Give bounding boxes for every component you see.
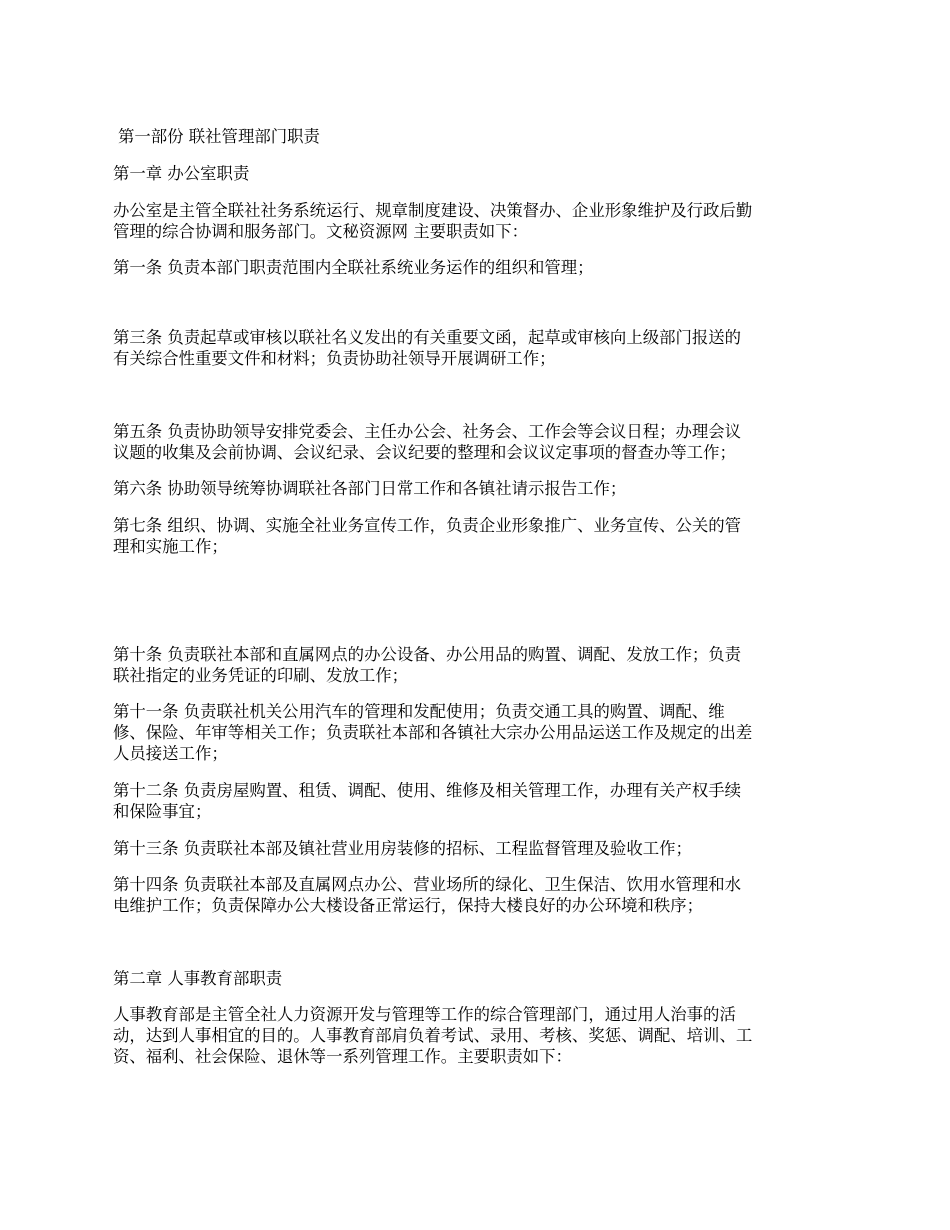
article-line: 和保险事宜； <box>113 802 212 821</box>
paragraph-line: 资、福利、社会保险、退休等一系列管理工作。主要职责如下： <box>113 1047 572 1066</box>
article-line: 修、保险、年审等相关工作；负责联社本部和各镇社大宗办公用品运送工作及规定的出差 <box>113 723 753 742</box>
article-line: 第七条 组织、协调、实施全社业务宣传工作，负责企业形象推广、业务宣传、公关的管 <box>113 516 742 535</box>
article-line: 联社指定的业务凭证的印刷、发放工作； <box>113 666 409 685</box>
article-line: 第十条 负责联社本部和直属网点的办公设备、办公用品的购置、调配、发放工作；负责 <box>113 645 742 664</box>
paragraph-line: 管理的综合协调和服务部门。文秘资源网 主要职责如下： <box>113 222 528 241</box>
article-line: 有关综合性重要文件和材料；负责协助社领导开展调研工作； <box>113 349 556 368</box>
article-line: 第一条 负责本部门职责范围内全联社系统业务运作的组织和管理； <box>113 258 594 277</box>
paragraph-line: 动，达到人事相宜的目的。人事教育部肩负着考试、录用、考核、奖惩、调配、培训、工 <box>113 1026 753 1045</box>
article-line: 第十三条 负责联社本部及镇社营业用房装修的招标、工程监督管理及验收工作； <box>113 839 692 858</box>
part-title: 第一部份 联社管理部门职责 <box>118 127 320 146</box>
paragraph-line: 办公室是主管全联社社务系统运行、规章制度建设、决策督办、企业形象维护及行政后勤 <box>113 201 753 220</box>
article-line: 人员接送工作； <box>113 744 228 763</box>
article-line: 第十二条 负责房屋购置、租赁、调配、使用、维修及相关管理工作，办理有关产权手续 <box>113 781 742 800</box>
article-line: 第十一条 负责联社机关公用汽车的管理和发配使用；负责交通工具的购置、调配、维 <box>113 702 725 721</box>
chapter-title: 第二章 人事教育部职责 <box>113 969 283 988</box>
paragraph-line: 人事教育部是主管全社人力资源开发与管理等工作的综合管理部门，通过用人治事的活 <box>113 1005 736 1024</box>
article-line: 第六条 协助领导统筹协调联社各部门日常工作和各镇社请示报告工作； <box>113 479 627 498</box>
article-line: 第三条 负责起草或审核以联社名义发出的有关重要文函，起草或审核向上级部门报送的 <box>113 328 742 347</box>
article-line: 第十四条 负责联社本部及直属网点办公、营业场所的绿化、卫生保洁、饮用水管理和水 <box>113 875 742 894</box>
article-line: 理和实施工作； <box>113 537 228 556</box>
article-line: 第五条 负责协助领导安排党委会、主任办公会、社务会、工作会等会议日程；办理会议 <box>113 422 742 441</box>
article-line: 议题的收集及会前协调、会议纪录、会议纪要的整理和会议议定事项的督查办等工作； <box>113 443 736 462</box>
article-line: 电维护工作；负责保障办公大楼设备正常运行，保持大楼良好的办公环境和秩序； <box>113 896 704 915</box>
chapter-title: 第一章 办公室职责 <box>113 164 250 183</box>
